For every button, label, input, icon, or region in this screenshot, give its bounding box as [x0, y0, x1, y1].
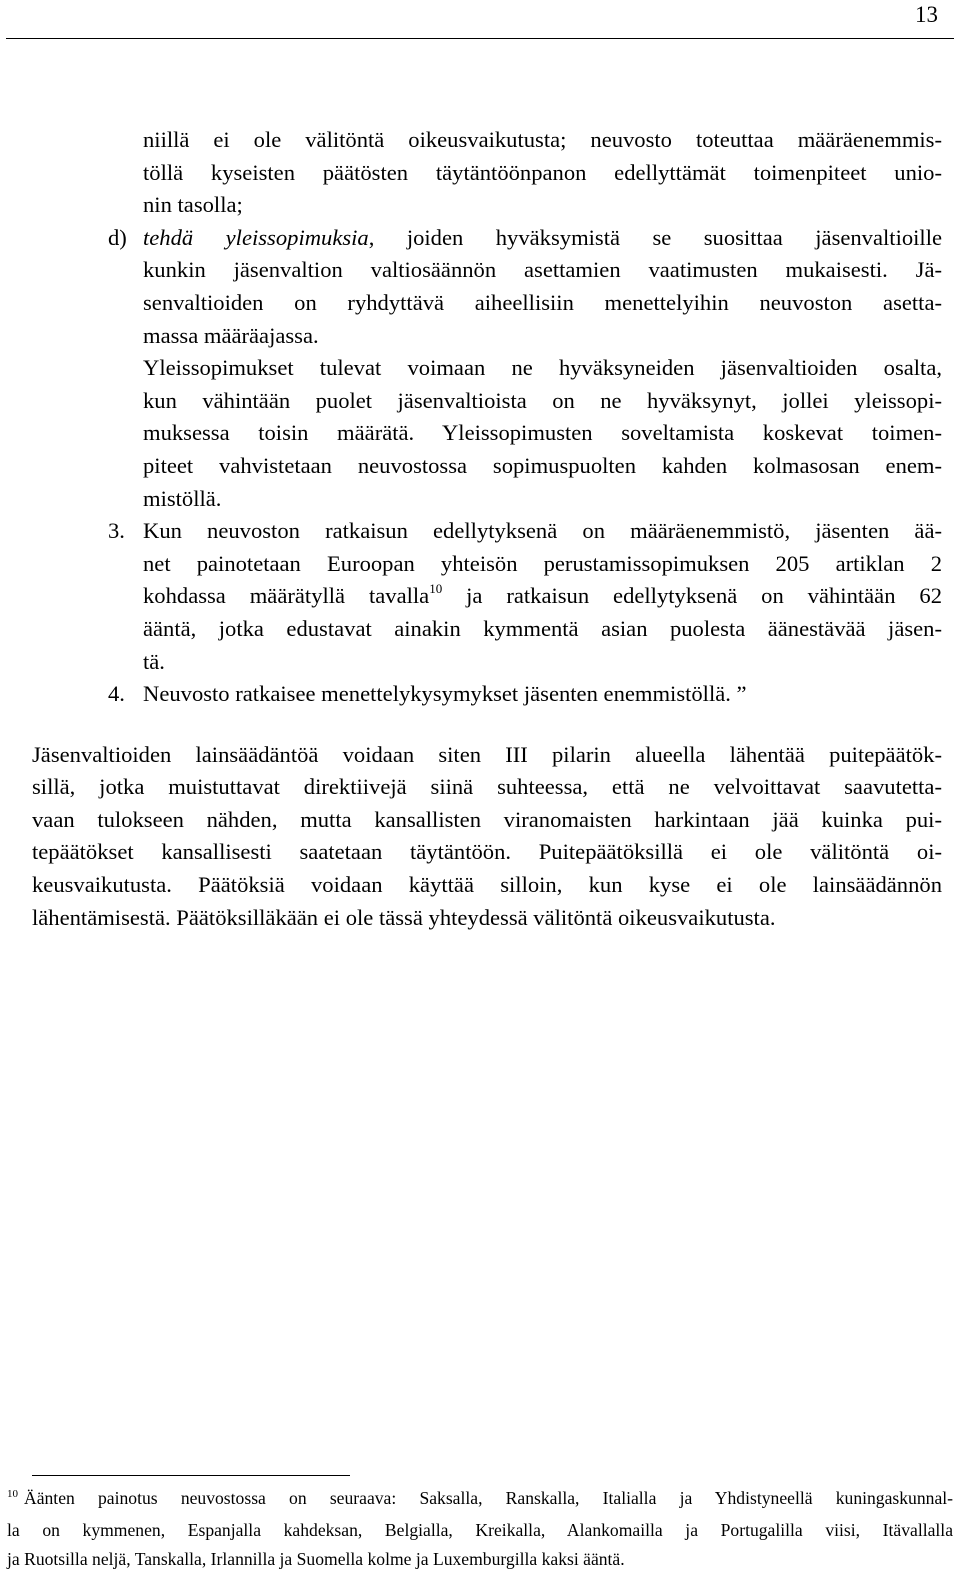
text-line: nin tasolla;	[143, 192, 243, 218]
list-item-3	[32, 515, 942, 678]
text-span: kohdassa määrätyllä tavalla	[143, 583, 430, 609]
text-span: Kun neuvoston ratkaisun edellytyksenä on määräenemmistö, jäsenten ää-	[143, 518, 942, 544]
footnote-separator	[32, 1475, 350, 1476]
text-line: kunkin jäsenvaltion valtiosäännön asettamien vaatimusten mukaisesti. Jä-	[143, 257, 942, 283]
text-line: ääntä, jotka edustavat ainakin kymmentä asian puolesta äänestävää jäsen-	[143, 615, 942, 641]
page-number: 13	[915, 2, 938, 27]
text-line: töllä kyseisten päätösten täytäntöönpanon edellyttämät toimenpiteet unio-	[143, 159, 942, 185]
list-marker: 3.	[108, 518, 125, 544]
text-line: piteet vahvistetaan neuvostossa sopimuspuolten kahden kolmasosan enem-	[143, 452, 942, 478]
document-body	[32, 124, 942, 934]
footnote-line: ja Ruotsilla neljä, Tanskalla, Irlannilla ja Suomella kolme ja Luxemburgilla kaksi ääntä.	[7, 1549, 625, 1569]
text-line: massa määräajassa.	[143, 322, 319, 348]
text-line: sillä, jotka muistuttavat direktiivejä siinä suhteessa, että ne velvoittavat saavutetta-	[32, 774, 942, 800]
continued-text	[143, 124, 942, 222]
list-item-d	[32, 222, 942, 352]
text-span: ja ratkaisun edellytyksenä on vähintään 62	[442, 583, 942, 609]
footnote-number: 10	[7, 1488, 18, 1500]
header-rule	[6, 38, 954, 39]
text-line: muksessa toisin määrätä. Yleissopimusten soveltamista koskevat toimen-	[143, 420, 942, 446]
text-line	[108, 515, 942, 548]
footnote-line	[7, 1484, 953, 1516]
text-line: senvaltioiden on ryhdyttävä aiheellisiin menettelyihin neuvoston asetta-	[143, 289, 942, 315]
footnote-line: la on kymmenen, Espanjalla kahdeksan, Belgialla, Kreikalla, Alankomailla ja Portugalilla viisi, Itävallalla	[7, 1520, 953, 1540]
list-item-4	[32, 678, 942, 711]
list-marker: d)	[108, 224, 127, 250]
text-line: mistöllä.	[143, 485, 222, 511]
text-line: niillä ei ole välitöntä oikeusvaikutusta; neuvosto toteuttaa määräenemmis-	[143, 127, 942, 152]
text-line: keusvaikutusta. Päätöksiä voidaan käyttää silloin, kun kyse ei ole lainsäädännön	[32, 872, 942, 898]
text-line: Jäsenvaltioiden lainsäädäntöä voidaan siten III pilarin alueella lähentää puitepäätök-	[32, 741, 942, 767]
text-line: lähentämisestä. Päätöksilläkään ei ole tässä yhteydessä välitöntä oikeusvaikutusta.	[32, 904, 776, 930]
footnote	[7, 1484, 953, 1574]
text-line: tepäätökset kansallisesti saatetaan täytäntöön. Puitepäätöksillä ei ole välitöntä oi-	[32, 839, 942, 865]
conventions-text	[143, 352, 942, 515]
text-line	[108, 222, 942, 255]
text-line: kun vähintään puolet jäsenvaltioista on ne hyväksynyt, jollei yleissopi-	[143, 387, 942, 413]
text-line: vaan tulokseen nähden, mutta kansallisten viranomaisten harkintaan jää kuinka pui-	[32, 806, 942, 832]
text-span: Äänten painotus neuvostossa on seuraava: Saksalla, Ranskalla, Italialla ja Yhdistyneellä kuningaskunnal-	[24, 1488, 953, 1508]
text-line	[108, 678, 942, 711]
text-line: net painotetaan Euroopan yhteisön perustamissopimuksen 205 artiklan 2	[143, 550, 942, 576]
text-span: , joiden hyväksymistä se suosittaa jäsenvaltioille	[368, 224, 943, 250]
list-marker: 4.	[108, 681, 125, 707]
body-paragraph	[32, 739, 942, 935]
italic-term: tehdä yleissopimuksia	[143, 224, 369, 250]
footnote-reference[interactable]: 10	[429, 580, 443, 596]
text-line: Yleissopimukset tulevat voimaan ne hyväksyneiden jäsenvaltioiden osalta,	[143, 355, 942, 381]
text-line: tä.	[143, 648, 165, 674]
text-line	[143, 580, 942, 613]
text-span: Neuvosto ratkaisee menettelykysymykset jäsenten enemmistöllä. ”	[143, 681, 747, 707]
